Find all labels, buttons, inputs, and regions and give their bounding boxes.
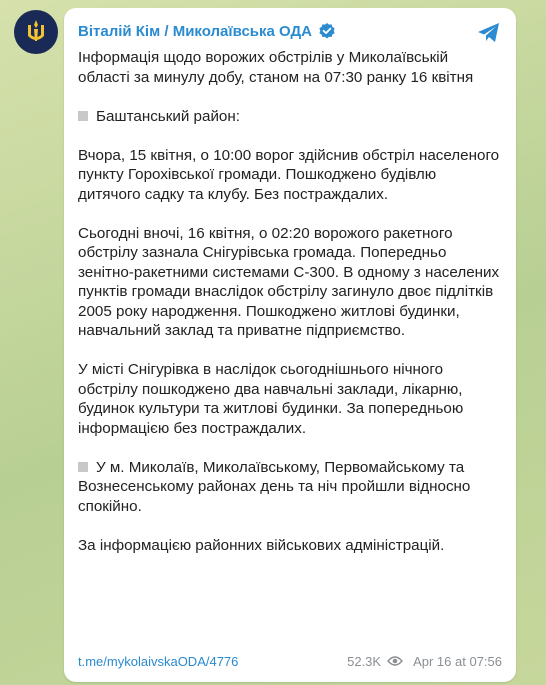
post-date: Apr 16 at 07:56 [413, 653, 502, 669]
post-body [78, 48, 502, 555]
view-count: 52.3K [347, 653, 382, 669]
post-footer [78, 652, 502, 670]
square-bullet-icon [78, 111, 88, 121]
post-paragraph: Баштанський район: [78, 107, 502, 127]
post-paragraph: За інформацією районних військових адміністрацій. [78, 536, 445, 554]
post-header [78, 20, 502, 42]
trident-emblem-icon [21, 17, 51, 47]
post-paragraph: У місті Снігурівка в наслідок сьогоднішнього нічного обстрілу пошкоджено два навчальні заклади, лікарню, будинок культури та житлові будинки. За попередньою інформацією без постраждалих. [78, 361, 464, 437]
eye-icon [387, 655, 403, 667]
channel-avatar[interactable] [14, 10, 58, 54]
telegram-share-icon[interactable] [476, 20, 502, 46]
post-meta [347, 654, 502, 669]
verified-badge-icon [318, 22, 336, 40]
square-bullet-icon [78, 462, 88, 472]
channel-name[interactable]: Віталій Кім / Миколаївська ОДА [78, 22, 313, 40]
post-paragraph: Вчора, 15 квітня, о 10:00 ворог здійснив обстріл населеного пункту Горохівської громади. Пошкоджено будівлю дитячого садку та клубу. Без постраждалих. [78, 146, 500, 203]
post-paragraph: Сьогодні вночі, 16 квітня, о 02:20 ворожого ракетного обстрілу зазнала Снігурівська громада. Попередньо зенітно-ракетними системами С-300. В одному з населених пунктів громади внаслідок обстрілу загинуло двоє підлітків 2005 року народження. Пошкоджено житлові будинки, навчальний заклад та приватне підприємство. [78, 224, 500, 339]
post-paragraph: У м. Миколаїв, Миколаївському, Первомайському та Вознесенському районах день та ніч пройшли відносно спокійно. [78, 458, 471, 515]
post-paragraph: Інформація щодо ворожих обстрілів у Миколаївській області за минулу добу, станом на 07:30 ранку 16 квітня [78, 49, 474, 86]
post-card [64, 8, 516, 682]
post-link[interactable]: t.me/mykolaivskaODA/4776 [78, 653, 239, 669]
